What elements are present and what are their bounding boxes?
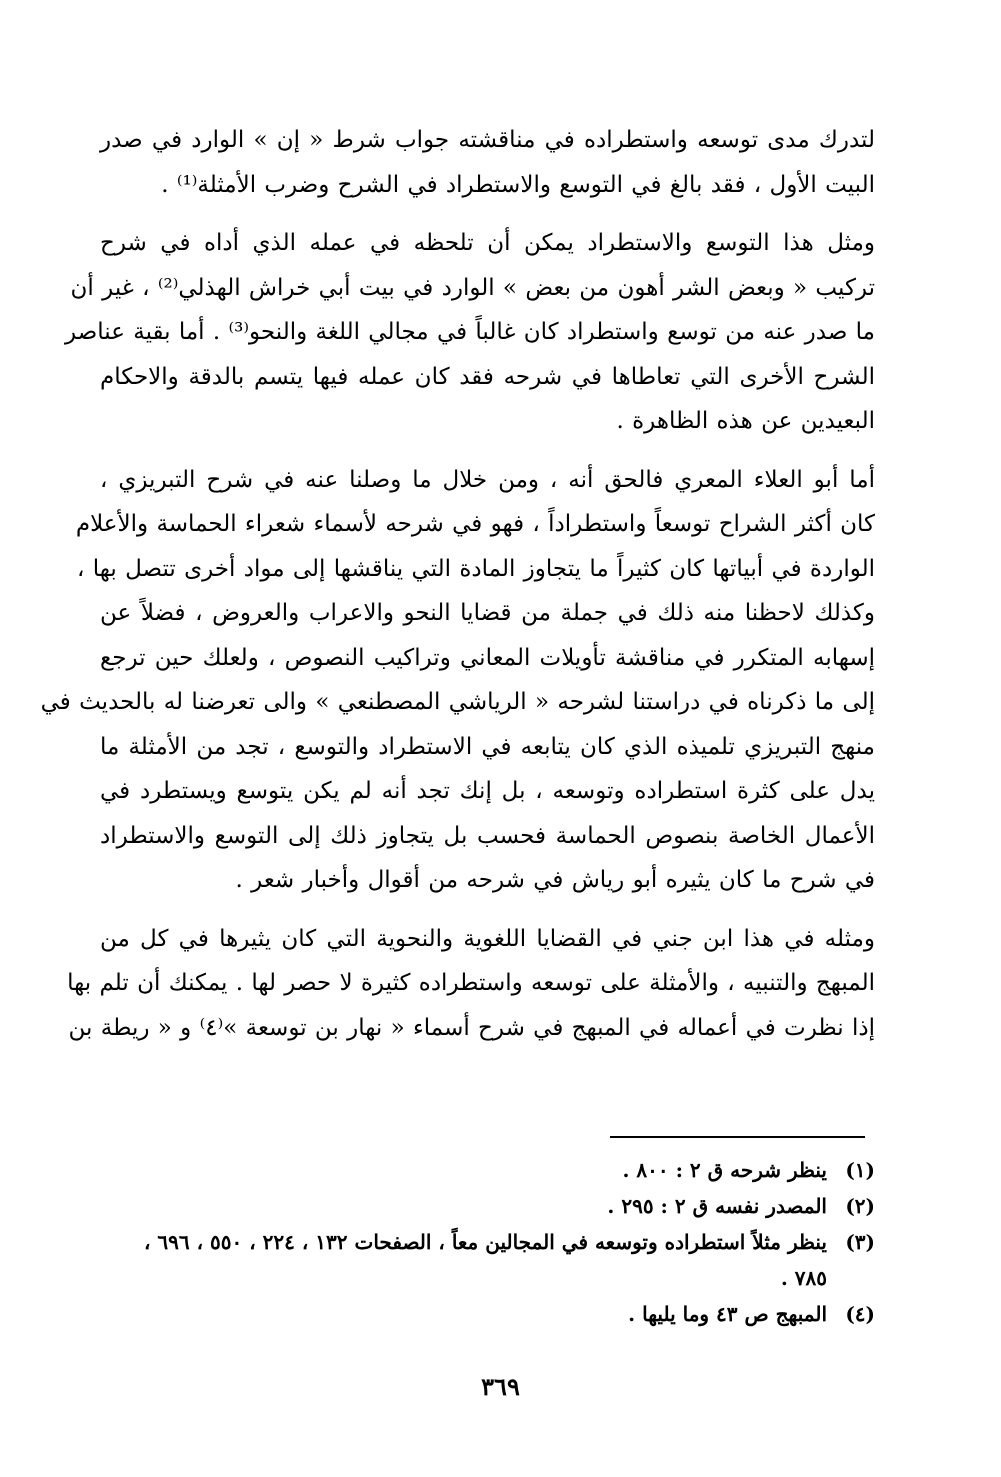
text-line: الواردة في أبياتها كان كثيراً ما يتجاوز المادة التي يناقشها إلى مواد أخرى تتصل بها ، xyxy=(77,555,875,582)
paragraph xyxy=(100,118,875,207)
text-line: ما صدر عنه من توسع واستطراد كان غالباً في مجالي اللغة والنحو⁽³⁾ . أما بقية عناصر xyxy=(65,319,875,345)
paragraph xyxy=(40,458,875,903)
text-line: ومثل هذا التوسع والاستطراد يمكن أن تلحظه في عمله الذي أداه في شرح xyxy=(100,230,875,256)
footnote-divider xyxy=(610,1136,865,1138)
page-number: ٣٦٩ xyxy=(481,1372,520,1401)
text-line: منهج التبريزي تلميذه الذي كان يتابعه في الاستطراد والتوسع ، تجد من الأمثلة ما xyxy=(100,733,875,760)
footnote-text: ينظر شرحه ق ٢ : ٨٠٠ . xyxy=(622,1158,827,1182)
text-line: كان أكثر الشراح توسعاً واستطراداً ، فهو في شرحه لأسماء شعراء الحماسة والأعلام xyxy=(75,511,875,537)
text-line: البيت الأول ، فقد بالغ في التوسع والاستطراد في الشرح وضرب الأمثلة⁽¹⁾ . xyxy=(161,171,875,198)
footnote xyxy=(100,1152,875,1188)
footnote-text: المبهج ص ٤٣ وما يليها . xyxy=(628,1302,827,1326)
footnote-continuation: ٧٨٥ . xyxy=(780,1266,827,1290)
body-text xyxy=(40,118,875,1064)
text-line: أما أبو العلاء المعري فالحق أنه ، ومن خلال ما وصلنا عنه في شرح التبريزي ، xyxy=(100,466,875,493)
text-line: ومثله في هذا ابن جني في القضايا اللغوية والنحوية التي كان يثيرها في كل من xyxy=(100,925,875,952)
text-line: إسهابه المتكرر في مناقشة تأويلات المعاني وتراكيب النصوص ، ولعلك حين ترجع xyxy=(100,644,875,671)
footnote-number: (٤) xyxy=(845,1302,875,1326)
footnote xyxy=(100,1296,875,1332)
text-line: المبهج والتنبيه ، والأمثلة على توسعه واستطراده كثيرة لا حصر لها . يمكنك أن تلم بها xyxy=(67,970,875,996)
text-line: إلى ما ذكرناه في دراستنا لشرحه « الرياشي المصطنعي » والى تعرضنا له بالحديث في xyxy=(40,689,875,715)
text-line: يدل على كثرة استطراده وتوسعه ، بل إنك تجد أنه لم يكن يتوسع ويستطرد في xyxy=(100,778,875,804)
text-line: لتدرك مدى توسعه واستطراده في مناقشته جواب شرط « إن » الوارد في صدر xyxy=(100,127,875,153)
paragraph xyxy=(67,917,875,1051)
footnote xyxy=(100,1188,875,1224)
text-line: إذا نظرت في أعماله في المبهج في شرح أسماء « نهار بن توسعة »⁽٤⁾ و « ريطة بن xyxy=(68,1014,875,1041)
footnote-number: (٢) xyxy=(845,1194,875,1218)
footnote xyxy=(100,1224,875,1296)
text-line: في شرح ما كان يثيره أبو رياش في شرحه من أقوال وأخبار شعر . xyxy=(235,867,875,893)
text-line: الأعمال الخاصة بنصوص الحماسة فحسب بل يتجاوز ذلك إلى التوسع والاستطراد xyxy=(100,822,875,849)
footnote-number: (١) xyxy=(845,1158,875,1182)
footnote-text: المصدر نفسه ق ٢ : ٢٩٥ . xyxy=(607,1194,827,1218)
text-line: الشرح الأخرى التي تعاطاها في شرحه فقد كان عمله فيها يتسم بالدقة والاحكام xyxy=(100,363,875,390)
text-line: وكذلك لاحظنا منه ذلك في جملة من قضايا النحو والاعراب والعروض ، فضلاً عن xyxy=(100,600,875,626)
footnote-text: ينظر مثلاً استطراده وتوسعه في المجالين معاً ، الصفحات ١٣٢ ، ٢٢٤ ، ٥٥٠ ، ٦٩٦ ، xyxy=(144,1230,827,1254)
text-line: البعيدين عن هذه الظاهرة . xyxy=(616,408,875,434)
text-line: تركيب « وبعض الشر أهون من بعض » الوارد في بيت أبي خراش الهذلي⁽²⁾ ، غير أن xyxy=(70,274,875,301)
footnote-number: (٣) xyxy=(845,1230,875,1254)
paragraph xyxy=(65,221,875,444)
footnotes xyxy=(100,1152,875,1332)
